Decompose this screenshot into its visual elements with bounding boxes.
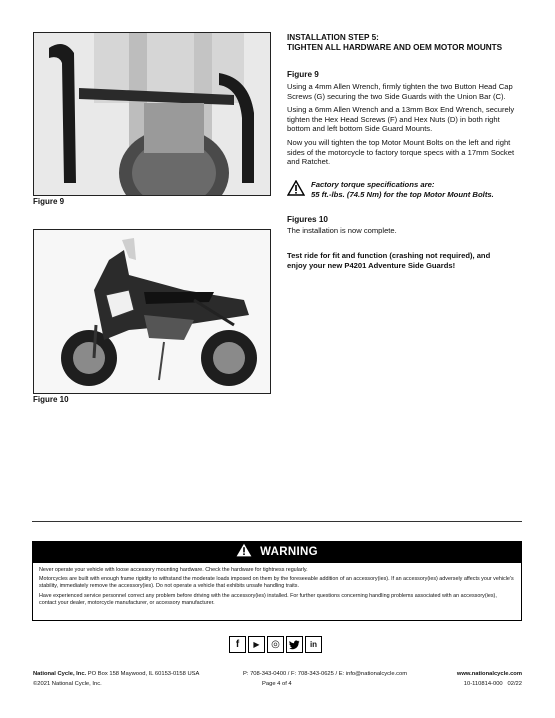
instruction-paragraph-3: Now you will tighten the top Motor Mount Bolts on the left and right sides of the motorcycle to factory torque specs with a 17mm Socket and Ratchet.	[287, 137, 515, 167]
youtube-icon[interactable]: ▶	[248, 636, 265, 653]
caution-triangle-icon	[287, 180, 305, 201]
facebook-icon[interactable]: f	[229, 636, 246, 653]
step-title	[287, 33, 527, 53]
final-line-1: Test ride for fit and function (crashing not required), and	[287, 251, 491, 260]
step-title-line-1: INSTALLATION STEP 5:	[287, 33, 379, 42]
figure-9-caption: Figure 9	[33, 197, 65, 206]
figure-9-heading: Figure 9	[287, 70, 319, 79]
figure-9-instructions	[287, 82, 519, 167]
instagram-icon[interactable]: ◎	[267, 636, 284, 653]
caution-line-2: 55 ft.-lbs. (74.5 Nm) for the top Motor Mount Bolts.	[311, 189, 494, 199]
warning-line-3: Have experienced service personnel correct any problem before driving with the accessory(ies) installed. For further questions concerning handling problems associated with an accessory(ies), contact your dealer, motorcycle manufacturer, or accessory manufacturer.	[39, 592, 497, 606]
footer-address	[33, 670, 199, 678]
figure-10-heading: Figures 10	[287, 215, 328, 224]
footer-doc-number: 10-110814-000 02/22	[463, 681, 522, 687]
figure-10-photo	[33, 229, 271, 394]
section-divider	[32, 521, 522, 522]
final-message	[287, 251, 523, 271]
caution-line-1: Factory torque specifications are:	[311, 180, 435, 189]
linkedin-icon[interactable]: in	[305, 636, 322, 653]
warning-line-1: Never operate your vehicle with loose accessory mounting hardware. Check the hardware for tightness regularly.	[39, 567, 308, 573]
footer-address-text: PO Box 158 Maywood, IL 60153-0158 USA	[86, 671, 200, 677]
footer-page-number: Page 4 of 4	[262, 681, 292, 687]
instruction-paragraph-2: Using a 6mm Allen Wrench and a 13mm Box End Wrench, securely tighten the Hex Head Screws (F) and Hex Nuts (D) in both right bottom and left bottom Side Guard Mounts.	[287, 105, 515, 134]
step-title-line-2: TIGHTEN ALL HARDWARE AND OEM MOTOR MOUNTS	[287, 43, 503, 52]
footer-website[interactable]: www.nationalcycle.com	[456, 671, 522, 677]
social-links	[229, 636, 322, 653]
warning-header	[32, 541, 522, 563]
warning-body	[32, 563, 522, 621]
warning-title: WARNING	[260, 546, 318, 558]
footer-copyright: ©2021 National Cycle, Inc.	[33, 681, 102, 687]
twitter-icon[interactable]	[286, 636, 303, 653]
footer-company-name: National Cycle, Inc.	[33, 671, 87, 677]
figure-10-caption: Figure 10	[33, 395, 69, 404]
instruction-paragraph-1: Using a 4mm Allen Wrench, firmly tighten the two Button Head Cap Screws (G) securing the two Side Guards with the Union Bar (C).	[287, 82, 513, 101]
final-line-2: enjoy your new P4201 Adventure Side Guards!	[287, 260, 456, 270]
footer-contact: P: 708-343-0400 / F: 708-343-0625 / E: info@nationalcycle.com	[243, 671, 408, 677]
warning-line-2: Motorcycles are built with enough frame rigidity to withstand the moderate loads imposed on them by the foreseeable addition of an accessory(ies). If an accessory(ies) adversely affects your vehicle's stability, immediately remove the accessory(ies). Do not operate a vehicle that exhibits unsafe handling traits.	[39, 576, 514, 590]
figure-9-photo	[33, 32, 271, 196]
warning-triangle-icon	[236, 543, 252, 562]
completion-text: The installation is now complete.	[287, 226, 397, 235]
torque-caution	[287, 180, 523, 201]
